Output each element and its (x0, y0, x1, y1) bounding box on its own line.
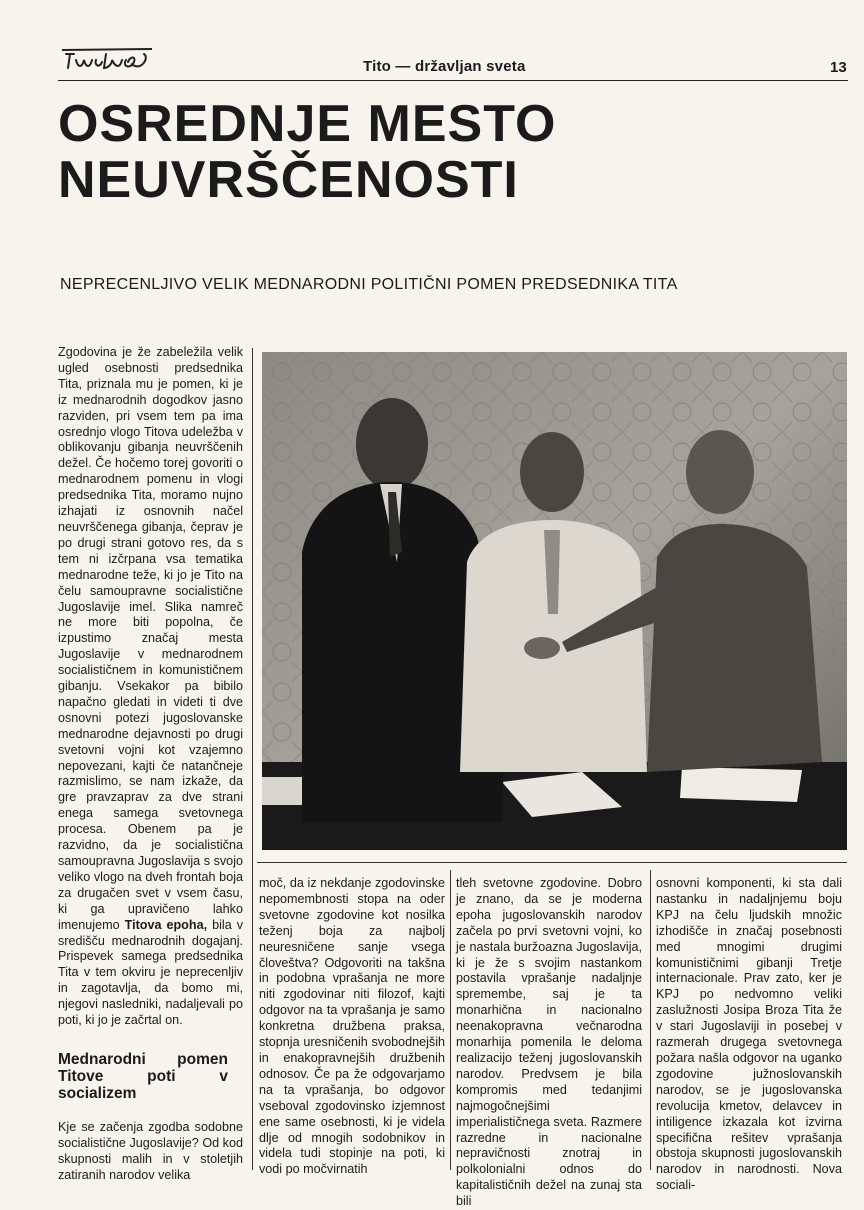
body-paragraph (58, 345, 243, 1029)
emphasis-text: Titova epoha, (124, 917, 208, 932)
article-subtitle: NEPRECENLJIVO VELIK MEDNARODNI POLITIČNI POMEN PREDSEDNIKA TITA (60, 276, 678, 293)
column-divider-3 (650, 870, 651, 1170)
body-text: Zgodovina je že zabeležila velik ugled osebnosti predsednika Tita, priznala mu je pomen, ki je iz mednarodnih dogodkov jasno razviden, pri vsem tem pa ima osrednjo vlogo Titova udeležba v oblikovanju gibanja neuvrščenih dežel. Če hočemo torej govoriti o mednarodnem pomenu in vlogi predsednika Tita, moramo nujno izhajati iz osnovnih načel neuvrščenega gibanja, čeprav je po drugi strani gotovo res, da s tem ni izčrpana vsa tematika mednarodne teže, ki jo je Tito na čelu samoupravne socialistične Jugoslavije imel. Slika namreč ne more biti popolna, če izpustimo značaj mesta Jugoslavije v mednarodnem socialističnem in komunističnem gibanju. Vsekakor pa bibilo napačno gledati in videti ti dve osnovni potezi jugoslovanske mednarodne dejavnosti po drugi svetovni vojni kot vzajemno nepovezani, kajti če natančneje razmislimo, se nam izkaže, da gre pravzaprav za dve strani enega samega svetovnega procesa. Obenem pa je razvidno, da je socialistična samoupravna Jugoslavija s svojo veliko vlogo na dveh frontah boja za drugačen svet v vsem času, ki ga upravičeno lahko imenujemo (58, 345, 243, 932)
header-rule (58, 80, 848, 81)
article-title (58, 96, 838, 208)
column-divider-2 (450, 870, 451, 1170)
title-line-2: NEUVRŠČENOSTI (58, 151, 519, 209)
column-divider-1 (252, 348, 253, 1170)
page-number: 13 (830, 59, 847, 76)
title-line-1: OSREDNJE MESTO (58, 95, 557, 153)
photograph-three-leaders-handshake (262, 352, 847, 850)
article-column-4 (656, 876, 842, 1194)
photo-bottom-rule (257, 862, 847, 863)
body-paragraph: moč, da iz nekdanje zgodovinske nepomembnosti stopa na oder svetovne zgodovine kot nosilka teženj boja za najbolj neuresničene sanje vsega človeštva? Odgovoriti na takšna in podobna vprašanja ne more niti zgodovinar niti filozof, kajti odgovor na ta vprašanja je samo konkretna družbena praksa, stopnja uresničenih svobodnejših in enakopravnejših družbenih odnosov. Če pa že odgovarjamo na ta vprašanja, bo odgovor vseboval zgodovinsko izjemnost ene same osebnosti, ki je videla dlje od mnogih sodobnikov in videla tudi stopinje na poti, ki vodi po močvirnatih (259, 876, 445, 1177)
tito-signature-logo (60, 46, 156, 74)
body-text: bila v središču mednarodnih dogajanj. Prispevek samega predsednika Tita v tem okviru je neprecenljiv in zagotavlja, da bomo mi, njegovi nasledniki, nadaljevali po poti, ki jo je začrtal on. (58, 917, 244, 1028)
body-paragraph: osnovni komponenti, ki sta dali nastanku in nadaljnjemu boju KPJ na čelu ljudskih množic izhodišče in značaj posebnosti med mnogimi drugimi komunističnimi gibanji Tretje internacionale. Prav zato, ker je KPJ po nedvomno veliki zaslužnosti Josipa Broza Tita že v stari Jugoslaviji in posebej v razmerah drugega svetovnega požara našla odgovor na uganko zgodovine južnoslovanskih narodov, se je jugoslovanska revolucija kmetov, delavcev in intiligence izkazala kot izvirna specifična rešitev vprašanja obstoja skupnosti jugoslovanskih narodov in narodnosti. Nova sociali- (656, 876, 842, 1193)
section-heading: Mednarodni pomen Titove poti v socializem (58, 1050, 228, 1102)
body-paragraph: tleh svetovne zgodovine. Dobro je znano, da se je moderna epoha jugoslovanskih narodov začela po prvi svetovni vojni, ko je nastala buržoazna Jugoslavija, ki je že s svojim nastankom postavila vprašanje nadaljnje spremembe, saj je ta monarhična in nacionalno neenakopravna večnarodna monarhija pomenila le deloma realizacijo teženj jugoslovanskih narodov. Predvsem je bila kompromis med tedanjimi najmogočnejšimi imperialističnega sveta. Razmere razredne in nacionalne nepravičnosti znotraj in polkolonialni odnos do kapitalističnih dežel na zunaj sta bili (456, 876, 642, 1209)
article-column-2 (259, 876, 445, 1178)
article-column-3 (456, 876, 642, 1210)
article-column-1 (58, 345, 243, 1184)
body-paragraph: Kje se začenja zgodba sodobne socialistične Jugoslavije? Od kod skupnosti malih in v stoletjih zatiranih narodov velika (58, 1119, 243, 1182)
running-title: Tito — državljan sveta (363, 58, 526, 75)
